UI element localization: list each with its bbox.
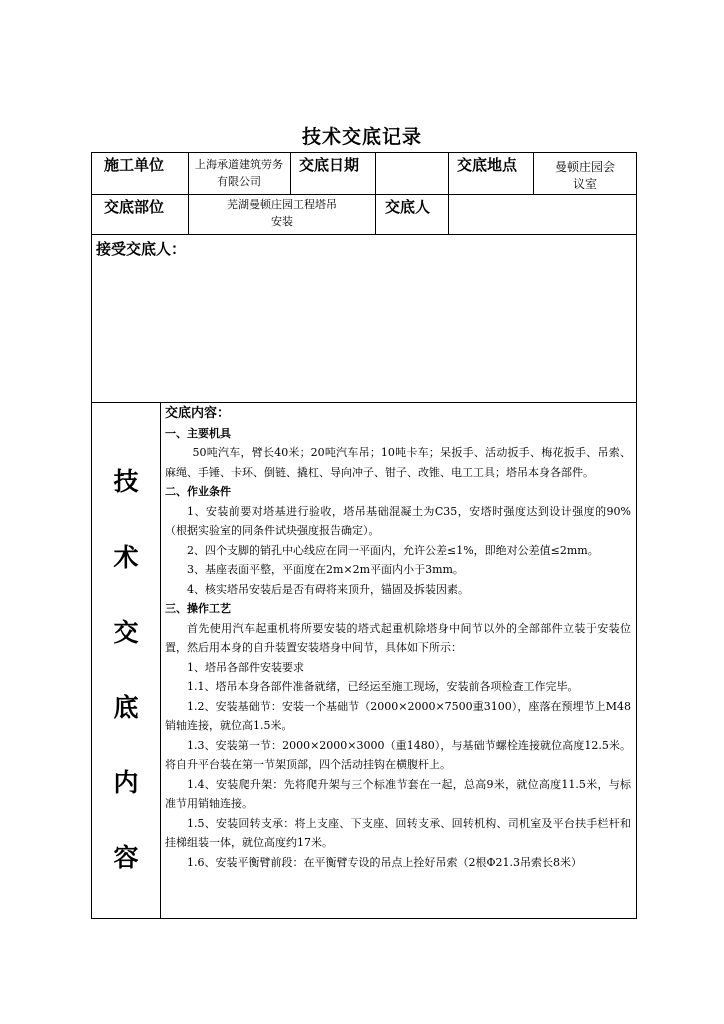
paragraph: 3、基座表面平整，平面度在2m×2m平面内小于3mm。	[187, 563, 464, 576]
paragraph: 50吨汽车，臂长40米；20吨汽车吊；10吨卡车；呆扳手、活动扳手、梅花扳手、吊索、麻绳、手锤、卡环、倒链、撬杠、导向冲子、钳子、改锥、电工工具；塔吊本身各部件。	[165, 446, 631, 479]
content-heading: 交底内容：	[165, 406, 231, 421]
briefing-date-label: 交底日期	[299, 156, 360, 174]
table-line	[533, 152, 534, 194]
paragraph: 1.4、安装爬升架：先将爬升架与三个标准节套在一起，总高9米，就位高度11.5米，与标准节用销轴连接。	[165, 777, 631, 810]
table-line	[91, 194, 637, 195]
table-line	[290, 152, 291, 194]
paragraph: 1、安装前要对塔基进行验收，塔吊基础混凝土为C35，安塔时强度达到设计强度的90%（根据实验室的同条件试块强度报告确定）。	[165, 504, 631, 537]
briefing-place-label: 交底地点	[457, 156, 518, 174]
briefing-content	[165, 404, 631, 918]
paragraph: 1、塔吊各部件安装要求	[187, 660, 304, 674]
side-char: 交	[113, 618, 139, 647]
table-line	[188, 152, 189, 234]
table-line	[91, 152, 92, 919]
section-title: 三、操作工艺	[165, 602, 231, 615]
table-line	[91, 152, 637, 153]
table-line	[91, 402, 637, 403]
paragraph: 1.2、安装基础节：安装一个基础节（2000×2000×7500重3100），座落在预埋节上M48销轴连接，就位高1.5米。	[165, 699, 631, 732]
table-line	[636, 152, 637, 919]
table-line	[91, 234, 637, 235]
side-char: 技	[113, 467, 139, 496]
document-title: 技术交底记录	[301, 126, 422, 148]
construction-unit-label: 施工单位	[104, 156, 165, 174]
briefing-place-value: 曼顿庄园会议室	[554, 160, 615, 191]
construction-unit-value: 上海承道建筑劳务有限公司	[195, 158, 283, 188]
paragraph: 1.1、塔吊本身各部件准备就绪，已经运至施工现场，安装前各项检查工作完毕。	[187, 680, 579, 693]
paragraph: 1.5、安装回转支承：将上支座、下支座、回转支承、回转机构、司机室及平台扶手栏杆和挂梯组装一体，就位高度约17米。	[165, 816, 631, 849]
briefing-section-label: 交底部位	[104, 198, 165, 216]
table-line	[375, 152, 376, 234]
briefing-person-label: 交底人	[385, 198, 431, 216]
side-char: 容	[113, 843, 139, 872]
paragraph: 1.6、安装平衡臂前段：在平衡臂专设的吊点上拴好吊索（2根Φ21.3吊索长8米）	[187, 855, 582, 869]
paragraph: 2、四个支脚的销孔中心线应在同一平面内，允许公差≤1%，即绝对公差值≤2mm。	[187, 543, 599, 557]
section-title: 一、主要机具	[165, 426, 231, 440]
section-title: 二、作业条件	[165, 485, 231, 498]
table-line	[91, 918, 637, 919]
table-line	[448, 194, 449, 234]
paragraph: 首先使用汽车起重机将所要安装的塔式起重机除塔身中间节以外的全部部件立装于安装位置，然后用本身的自升装置安装塔身中间节，具体如下所示：	[165, 621, 631, 654]
paragraph: 4、核实塔吊安装后是否有碍将来顶升，锚固及拆装因素。	[187, 582, 469, 596]
receiver-label: 接受交底人：	[96, 240, 187, 258]
side-char: 底	[113, 693, 139, 722]
table-line	[448, 152, 449, 194]
side-char: 内	[113, 768, 139, 797]
briefing-section-value: 芜湖曼顿庄园工程塔吊安装	[227, 198, 337, 228]
table-line	[160, 402, 161, 918]
paragraph: 1.3、安装第一节：2000×2000×3000（重1480），与基础节螺栓连接就位高度12.5米。将自升平台装在第一节架顶部，四个活动挂钩在横腹杆上。	[165, 738, 631, 771]
side-char: 术	[113, 543, 139, 572]
